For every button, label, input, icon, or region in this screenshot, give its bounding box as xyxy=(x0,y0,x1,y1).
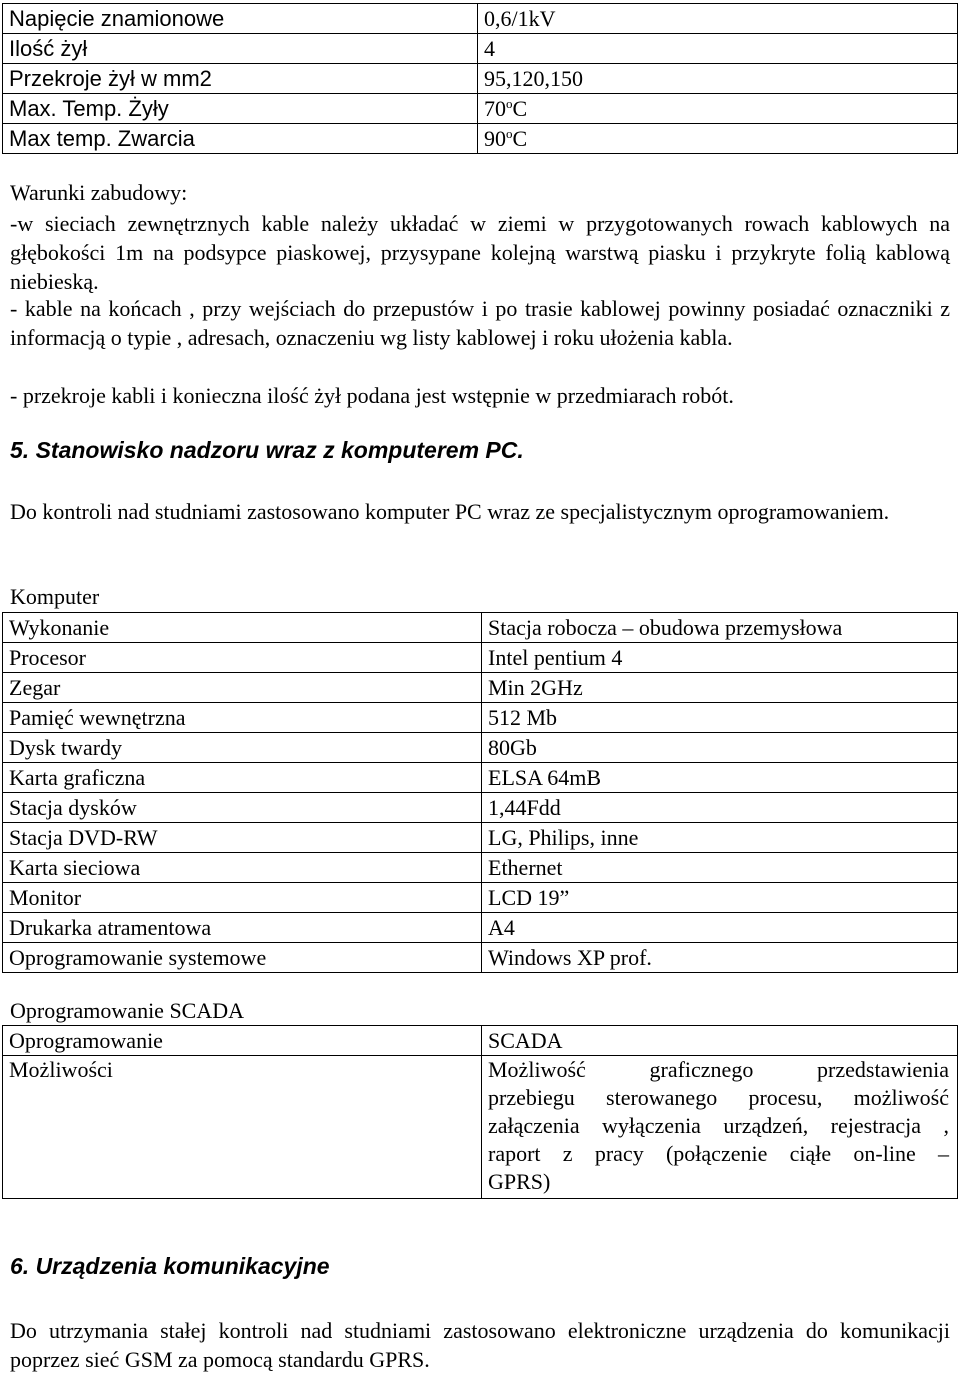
computer-spec-value: 512 Mb xyxy=(482,703,958,733)
cable-spec-label: Max temp. Zwarcia xyxy=(3,124,478,154)
computer-spec-label: Karta graficzna xyxy=(3,763,482,793)
computer-spec-value: Intel pentium 4 xyxy=(482,643,958,673)
scada-spec-value: SCADA xyxy=(482,1026,958,1056)
computer-spec-label: Karta sieciowa xyxy=(3,853,482,883)
computer-spec-value: LCD 19” xyxy=(482,883,958,913)
scada-capabilities-line: przebiegu sterowanego procesu, możliwość xyxy=(488,1085,949,1110)
scada-spec-label: Możliwości xyxy=(3,1056,482,1199)
computer-spec-label: Drukarka atramentowa xyxy=(3,913,482,943)
cable-spec-value: 0,6/1kV xyxy=(478,4,958,34)
computer-spec-value: 80Gb xyxy=(482,733,958,763)
temp-unit: C xyxy=(512,95,528,121)
table-row xyxy=(3,94,958,124)
cable-spec-table xyxy=(2,3,958,154)
computer-spec-label: Monitor xyxy=(3,883,482,913)
table-row xyxy=(3,613,958,643)
computer-spec-table xyxy=(2,612,958,973)
section-5-intro: Do kontroli nad studniami zastosowano komputer PC wraz ze specjalistycznym oprogramowaniem. xyxy=(10,499,890,524)
scada-spec-label: Oprogramowanie xyxy=(3,1026,482,1056)
installation-heading: Warunki zabudowy: xyxy=(10,180,188,205)
installation-paragraph-1: -w sieciach zewnętrznych kable należy układać w ziemi w przygotowanych rowach kablowych na głębokości 1m na podsypce piaskowej, przysypane kolejną warstwą piasku i przykryte folią kablową niebieską. xyxy=(10,211,950,294)
cable-spec-label: Max. Temp. Żyły xyxy=(3,94,478,124)
computer-spec-label: Procesor xyxy=(3,643,482,673)
degree-superscript: o xyxy=(506,95,513,111)
table-row xyxy=(3,4,958,34)
cable-spec-label: Ilość żył xyxy=(3,34,478,64)
cable-spec-value xyxy=(478,94,958,124)
scada-capabilities-line: Możliwość graficznego przedstawienia xyxy=(488,1057,949,1082)
scada-spec-table xyxy=(2,1025,958,1199)
cable-spec-label: Przekroje żył w mm2 xyxy=(3,64,478,94)
table-row xyxy=(3,913,958,943)
table-row xyxy=(3,793,958,823)
computer-spec-value: LG, Philips, inne xyxy=(482,823,958,853)
computer-spec-label: Stacja DVD-RW xyxy=(3,823,482,853)
table-row xyxy=(3,124,958,154)
table-row xyxy=(3,823,958,853)
temp-value: 90 xyxy=(484,125,506,151)
installation-paragraph-3: - przekroje kabli i konieczna ilość żył podana jest wstępnie w przedmiarach robót. xyxy=(10,383,734,408)
computer-spec-label: Zegar xyxy=(3,673,482,703)
cable-spec-value: 95,120,150 xyxy=(478,64,958,94)
computer-spec-value: Ethernet xyxy=(482,853,958,883)
section-6-heading: 6. Urządzenia komunikacyjne xyxy=(10,1253,330,1279)
temp-value: 70 xyxy=(484,95,506,121)
table-row xyxy=(3,673,958,703)
computer-spec-value: Windows XP prof. xyxy=(482,943,958,973)
table-row xyxy=(3,853,958,883)
computer-spec-label: Wykonanie xyxy=(3,613,482,643)
table-row xyxy=(3,763,958,793)
degree-superscript: o xyxy=(506,125,513,141)
installation-paragraph-2: - kable na końcach , przy wejściach do przepustów i po trasie kablowej powinny posiadać oznaczniki z informacją o typie , adresach, oznaczeniu wg listy kablowej i roku ułożenia kabla. xyxy=(10,296,950,350)
temp-unit: C xyxy=(512,125,528,151)
table-row xyxy=(3,64,958,94)
computer-spec-label: Pamięć wewnętrzna xyxy=(3,703,482,733)
computer-spec-value: ELSA 64mB xyxy=(482,763,958,793)
scada-capabilities xyxy=(482,1056,958,1199)
table-row xyxy=(3,703,958,733)
computer-spec-label: Stacja dysków xyxy=(3,793,482,823)
computer-spec-label: Dysk twardy xyxy=(3,733,482,763)
computer-spec-value: A4 xyxy=(482,913,958,943)
computer-spec-value: Stacja robocza – obudowa przemysłowa xyxy=(482,613,958,643)
cable-spec-label: Napięcie znamionowe xyxy=(3,4,478,34)
table-row xyxy=(3,883,958,913)
scada-table-title: Oprogramowanie SCADA xyxy=(10,998,245,1023)
computer-table-title: Komputer xyxy=(10,584,100,609)
table-row xyxy=(3,943,958,973)
computer-spec-label: Oprogramowanie systemowe xyxy=(3,943,482,973)
table-row xyxy=(3,1056,958,1199)
section-6-text: Do utrzymania stałej kontroli nad studniami zastosowano elektroniczne urządzenia do komunikacji poprzez sieć GSM za pomocą standardu GPRS. xyxy=(10,1318,950,1372)
table-row xyxy=(3,34,958,64)
table-row xyxy=(3,643,958,673)
table-row xyxy=(3,733,958,763)
scada-capabilities-line: załączenia wyłączenia urządzeń, rejestracja , xyxy=(488,1113,949,1138)
cable-spec-value xyxy=(478,124,958,154)
table-row xyxy=(3,1026,958,1056)
computer-spec-value: Min 2GHz xyxy=(482,673,958,703)
cable-spec-value: 4 xyxy=(478,34,958,64)
scada-capabilities-line: GPRS) xyxy=(488,1169,551,1194)
computer-spec-value: 1,44Fdd xyxy=(482,793,958,823)
section-5-heading: 5. Stanowisko nadzoru wraz z komputerem PC. xyxy=(10,437,524,463)
scada-capabilities-line: raport z pracy (połączenie ciąłe on-line – xyxy=(488,1141,949,1166)
